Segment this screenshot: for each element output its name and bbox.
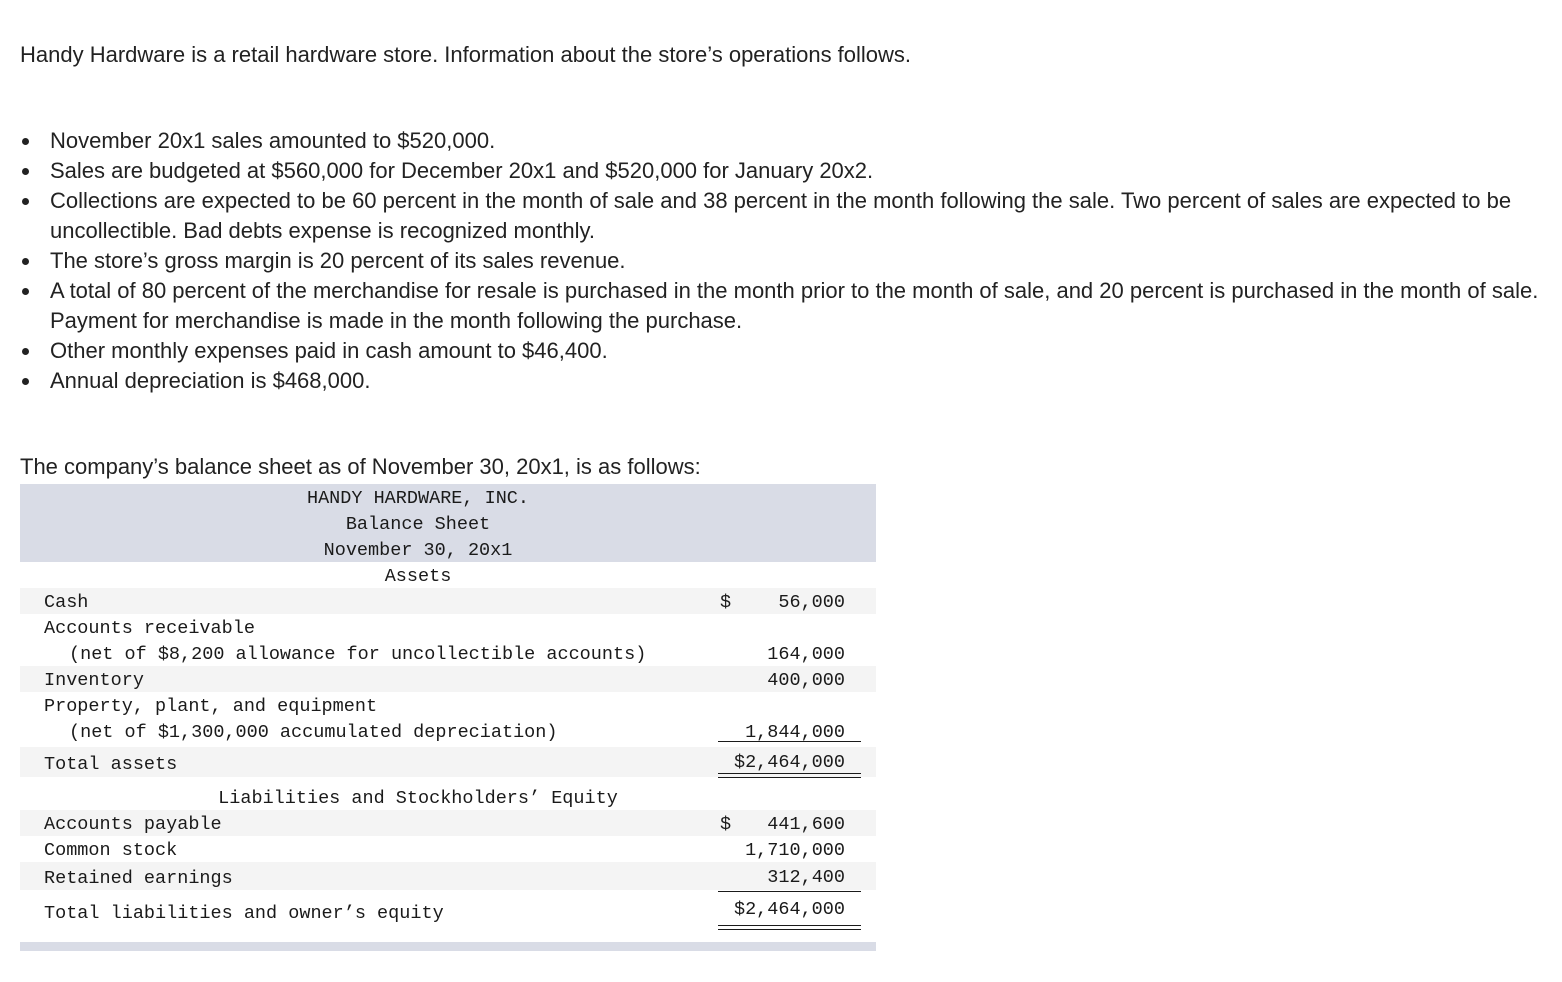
total-liabilities-equity-label: Total liabilities and owner’s equity: [44, 903, 444, 924]
liabilities-heading-row: [20, 784, 876, 810]
assets-heading-row: [20, 562, 876, 588]
ppe-amount: 1,844,000: [745, 722, 845, 743]
table-row: [20, 666, 876, 692]
intro-text: Handy Hardware is a retail hardware store. Information about the store’s operations follows.: [20, 42, 912, 67]
table-row: [20, 810, 876, 836]
liabilities-heading: Liabilities and Stockholders’ Equity: [218, 788, 618, 809]
table-row: [20, 862, 876, 890]
total-assets-amount: $2,464,000: [733, 752, 845, 773]
ap-label: Accounts payable: [44, 814, 222, 835]
ap-dollar-sign: $: [720, 814, 732, 835]
total-liabilities-equity-amount: $2,464,000: [733, 899, 845, 920]
list-item: November 20x1 sales amounted to $520,000.: [0, 126, 1540, 156]
balance-sheet-header: [20, 484, 876, 562]
ppe-label: Property, plant, and equipment: [44, 696, 378, 717]
subtotal-rule: [718, 741, 861, 742]
operations-list: [0, 126, 1540, 396]
list-item: Other monthly expenses paid in cash amount to $46,400.: [0, 336, 1540, 366]
table-row: [20, 614, 876, 640]
subtotal-rule: [718, 891, 861, 892]
table-row: [20, 836, 876, 862]
company-name: HANDY HARDWARE, INC.: [306, 488, 530, 509]
list-item: Collections are expected to be 60 percent in the month of sale and 38 percent in the month following the sale. Two percent of sales are expected to be uncollectible. Bad debts expense is recognized monthly.: [0, 186, 1540, 246]
common-stock-amount: 1,710,000: [745, 840, 845, 861]
list-item: The store’s gross margin is 20 percent of its sales revenue.: [0, 246, 1540, 276]
list-item: A total of 80 percent of the merchandise for resale is purchased in the month prior to the month of sale, and 20 percent is purchased in the month of sale. Payment for merchandise is made in the month following the purchase.: [0, 276, 1540, 336]
table-row: [20, 692, 876, 718]
ar-sub-label: (net of $8,200 allowance for uncollectible accounts): [69, 644, 647, 665]
table-row: [20, 896, 876, 926]
retained-earnings-amount: 312,400: [767, 867, 845, 888]
cash-label: Cash: [44, 592, 89, 613]
total-double-rule: [718, 925, 861, 930]
cash-dollar-sign: $: [720, 592, 732, 613]
ppe-sub-label: (net of $1,300,000 accumulated depreciation): [69, 722, 558, 743]
cash-amount: 56,000: [778, 592, 845, 613]
list-item: Sales are budgeted at $560,000 for December 20x1 and $520,000 for January 20x2.: [0, 156, 1540, 186]
ap-amount: 441,600: [767, 814, 845, 835]
statement-title: Balance Sheet: [345, 514, 491, 535]
balance-sheet-footer: [20, 942, 876, 951]
balance-sheet-intro: The company’s balance sheet as of November 30, 20x1, is as follows:: [20, 454, 701, 479]
ar-label: Accounts receivable: [44, 618, 255, 639]
ar-amount: 164,000: [767, 644, 845, 665]
assets-heading: Assets: [384, 566, 452, 587]
total-double-rule: [718, 773, 861, 778]
retained-earnings-label: Retained earnings: [44, 868, 233, 889]
inventory-amount: 400,000: [767, 670, 845, 691]
common-stock-label: Common stock: [44, 840, 178, 861]
inventory-label: Inventory: [44, 670, 144, 691]
statement-date: November 30, 20x1: [323, 540, 513, 561]
list-item: Annual depreciation is $468,000.: [0, 366, 1540, 396]
table-row: [20, 588, 876, 614]
table-row: [20, 640, 876, 666]
balance-sheet: [20, 484, 876, 924]
total-assets-label: Total assets: [44, 754, 178, 775]
